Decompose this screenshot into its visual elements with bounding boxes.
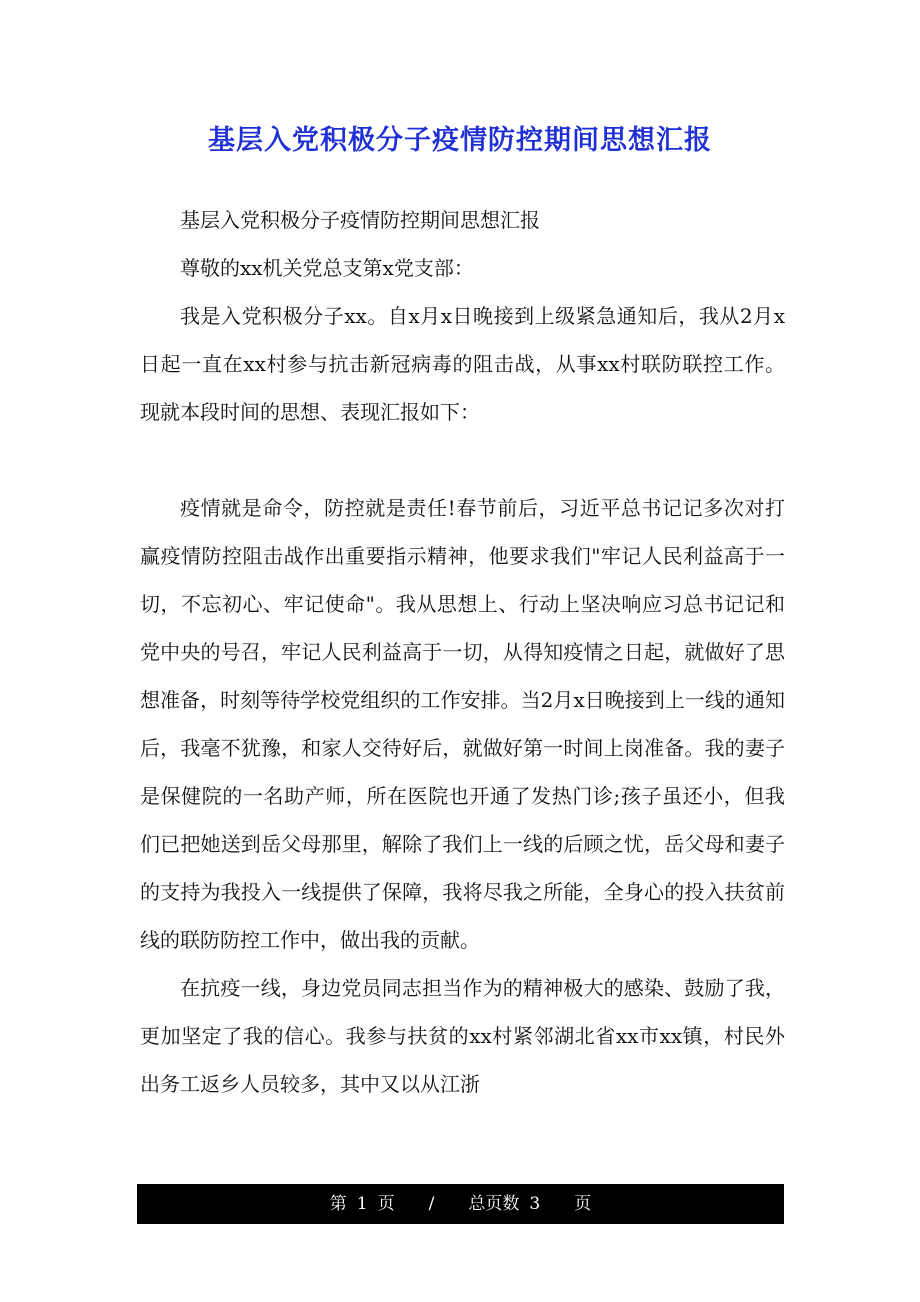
total-pages-suffix: 页 xyxy=(574,1194,592,1214)
body-paragraph-2: 在抗疫一线，身边党员同志担当作为的精神极大的感染、鼓励了我，更加坚定了我的信心。我参与扶贫的xx村紧邻湖北省xx市xx镇，村民外出务工返乡人员较多，其中又以从江浙 xyxy=(140,976,785,1096)
intro-paragraph: 我是入党积极分子xx。自x月x日晚接到上级紧急通知后，我从2月x日起一直在xx村参与抗击新冠病毒的阻击战，从事xx村联防联控工作。现就本段时间的思想、表现汇报如下： xyxy=(140,304,785,424)
total-pages-label: 总页数 xyxy=(468,1194,520,1214)
body-heading-paragraph: 基层入党积极分子疫情防控期间思想汇报 xyxy=(180,208,540,232)
footer-separator: / xyxy=(428,1194,435,1214)
page-footer xyxy=(137,1184,784,1224)
current-page-number: 1 xyxy=(356,1194,368,1214)
document-title: 基层入党积极分子疫情防控期间思想汇报 xyxy=(208,125,712,156)
salutation-paragraph: 尊敬的xx机关党总支第x党支部： xyxy=(180,256,474,280)
page-label-suffix: 页 xyxy=(377,1194,395,1214)
document-body xyxy=(140,196,785,1108)
page-label-prefix: 第 xyxy=(329,1194,347,1214)
total-pages-number: 3 xyxy=(529,1194,541,1214)
body-paragraph-1: 疫情就是命令，防控就是责任!春节前后，习近平总书记记多次对打赢疫情防控阻击战作出重要指示精神，他要求我们"牢记人民利益高于一切，不忘初心、牢记使命"。我从思想上、行动上坚决响应习总书记记和党中央的号召，牢记人民利益高于一切，从得知疫情之日起，就做好了思想准备，时刻等待学校党组织的工作安排。当2月x日晚接到上一线的通知后，我毫不犹豫，和家人交待好后，就做好第一时间上岗准备。我的妻子是保健院的一名助产师，所在医院也开通了发热门诊;孩子虽还小，但我们已把她送到岳父母那里，解除了我们上一线的后顾之忧，岳父母和妻子的支持为我投入一线提供了保障，我将尽我之所能，全身心的投入扶贫前线的联防防控工作中，做出我的贡献。 xyxy=(140,496,785,952)
